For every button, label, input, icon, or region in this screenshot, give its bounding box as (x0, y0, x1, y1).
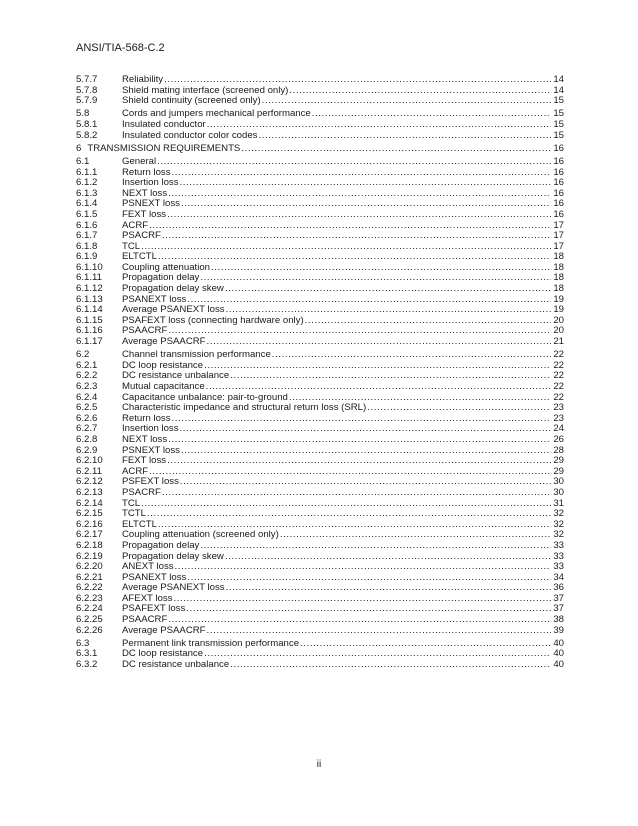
document-header: ANSI/TIA-568-C.2 (76, 42, 165, 54)
toc-entry-number: 6.2.6 (76, 412, 98, 424)
toc-leader-dots (225, 552, 551, 563)
toc-entry-number: 6.2.13 (76, 486, 103, 498)
toc-entry-page: 15 (553, 129, 564, 141)
toc-entry-title: Shield mating interface (screened only) (122, 84, 289, 96)
toc-entry-page: 23 (553, 412, 564, 424)
toc-entry-number: 6.1.1 (76, 166, 98, 178)
toc-entry-title: TCL (122, 240, 141, 252)
toc-entry-title: General (122, 155, 157, 167)
toc-entry-number: 5.7.9 (76, 95, 98, 107)
toc-leader-dots (168, 615, 551, 626)
toc-entry-page: 32 (553, 529, 564, 541)
toc-entry-page: 17 (553, 240, 564, 252)
toc-leader-dots (168, 189, 551, 200)
toc-entry-page: 37 (553, 603, 564, 615)
toc-entry-number: 6.1.12 (76, 283, 103, 295)
toc-entry[interactable] (76, 488, 564, 499)
toc-entry-title: FEXT loss (122, 455, 167, 467)
toc-entry-title: Characteristic impedance and structural return loss (SRL) (122, 402, 367, 414)
toc-entry-number: 6.2.16 (76, 518, 103, 530)
toc-entry-number: 6.2.1 (76, 359, 98, 371)
toc-entry-title: Return loss (122, 166, 171, 178)
toc-leader-dots (207, 120, 551, 131)
toc-entry-page: 16 (553, 155, 564, 167)
toc-leader-dots (200, 273, 551, 284)
toc-entry-number: 6.3 (76, 637, 90, 649)
toc-entry-title: TRANSMISSION REQUIREMENTS (87, 142, 241, 154)
toc-entry-page: 22 (553, 391, 564, 403)
toc-leader-dots (180, 477, 551, 488)
toc-entry-title: NEXT loss (122, 433, 168, 445)
toc-leader-dots (181, 446, 551, 457)
toc-entry-page: 22 (553, 349, 564, 361)
toc-leader-dots (300, 639, 551, 650)
toc-entry-number: 6.1.2 (76, 177, 98, 189)
toc-entry-title: Average PSAACRF (122, 624, 206, 636)
toc-leader-dots (305, 316, 551, 327)
toc-entry-page: 15 (553, 95, 564, 107)
toc-entry-number: 6 (76, 142, 82, 154)
toc-entry-number: 6.1 (76, 155, 90, 167)
toc-leader-dots (226, 583, 551, 594)
toc-entry-page: 19 (553, 293, 564, 305)
toc-leader-dots (204, 361, 551, 372)
toc-entry[interactable] (76, 75, 564, 86)
toc-entry-title: Shield continuity (screened only) (122, 95, 261, 107)
toc-entry-page: 33 (553, 550, 564, 562)
toc-leader-dots (141, 242, 551, 253)
toc-leader-dots (149, 221, 551, 232)
toc-entry[interactable] (76, 231, 564, 242)
toc-entry-title: FEXT loss (122, 208, 167, 220)
toc-entry[interactable] (76, 382, 564, 393)
toc-entry-number: 6.2.12 (76, 476, 103, 488)
toc-entry-title: Mutual capacitance (122, 381, 205, 392)
toc-entry-page: 18 (553, 283, 564, 295)
toc-leader-dots (162, 488, 551, 499)
toc-leader-dots (172, 414, 551, 425)
toc-leader-dots (258, 131, 551, 142)
toc-entry-title: DC loop resistance (122, 359, 204, 371)
toc-entry-title: PSAACRF (122, 614, 168, 626)
toc-entry-title: PSANEXT loss (122, 293, 187, 305)
toc-entry-number: 5.7.8 (76, 84, 98, 96)
toc-entry-page: 36 (553, 582, 564, 594)
toc-entry-page: 16 (553, 187, 564, 199)
toc-leader-dots (158, 252, 551, 263)
toc-leader-dots (280, 530, 551, 541)
toc-entry-title: Propagation delay skew (122, 283, 224, 295)
toc-entry-number: 6.2.9 (76, 444, 98, 456)
toc-leader-dots (167, 456, 551, 467)
toc-entry-page: 16 (553, 198, 564, 210)
toc-entry-number: 6.3.2 (76, 659, 98, 671)
toc-entry[interactable] (76, 337, 564, 348)
toc-leader-dots (272, 350, 551, 361)
toc-leader-dots (147, 509, 551, 520)
toc-entry-number: 6.1.10 (76, 261, 103, 273)
toc-entry-number: 6.2.26 (76, 624, 103, 636)
toc-leader-dots (230, 660, 551, 671)
toc-entry-page: 40 (553, 648, 564, 660)
toc-entry[interactable] (76, 96, 564, 107)
toc-leader-dots (312, 109, 551, 120)
toc-leader-dots (173, 594, 551, 605)
toc-entry-number: 6.1.7 (76, 230, 98, 242)
toc-entry-number: 6.2.25 (76, 614, 103, 626)
toc-entry-number: 6.2.8 (76, 433, 98, 445)
toc-entry-title: PSANEXT loss (122, 571, 187, 583)
toc-entry-number: 6.1.13 (76, 293, 103, 305)
toc-leader-dots (211, 263, 551, 274)
toc-entry-number: 6.1.16 (76, 325, 103, 337)
toc-entry-title: Cords and jumpers mechanical performance (122, 108, 311, 120)
toc-entry-number: 6.3.1 (76, 648, 98, 660)
toc-entry-title: ANEXT loss (122, 561, 174, 573)
toc-entry-number: 6.1.5 (76, 208, 98, 220)
toc-entry-page: 20 (553, 314, 564, 326)
toc-leader-dots (172, 168, 551, 179)
table-of-contents (76, 75, 564, 671)
toc-entry-number: 6.2.10 (76, 455, 103, 467)
toc-entry-number: 6.2.22 (76, 582, 103, 594)
toc-entry-title: ACRF (122, 219, 149, 231)
toc-entry-number: 6.1.17 (76, 336, 103, 348)
toc-entry-title: DC resistance unbalance (122, 659, 230, 671)
toc-entry-page: 34 (553, 571, 564, 583)
toc-entry-title: Permanent link transmission performance (122, 637, 300, 649)
toc-leader-dots (162, 231, 551, 242)
toc-entry-page: 26 (553, 433, 564, 445)
toc-entry-page: 16 (553, 208, 564, 220)
toc-entry-title: AFEXT loss (122, 592, 173, 604)
toc-entry-page: 22 (553, 359, 564, 371)
toc-entry[interactable] (76, 435, 564, 446)
toc-entry-title: PSNEXT loss (122, 444, 180, 456)
toc-entry-title: DC loop resistance (122, 648, 204, 660)
toc-entry-page: 16 (553, 142, 564, 154)
toc-entry[interactable] (76, 120, 564, 131)
toc-entry-number: 6.1.8 (76, 240, 98, 252)
toc-leader-dots (168, 326, 551, 337)
toc-entry-title: Insertion loss (122, 177, 179, 189)
toc-leader-dots (187, 295, 551, 306)
toc-leader-dots (167, 210, 551, 221)
toc-entry[interactable] (76, 131, 564, 142)
toc-entry-number: 6.2.21 (76, 571, 103, 583)
toc-entry-page: 24 (553, 423, 564, 435)
toc-entry-title: DC resistance unbalance (122, 370, 230, 382)
toc-entry-page: 38 (553, 614, 564, 626)
toc-entry-title: PSAFEXT loss (122, 603, 186, 615)
toc-entry-title: Reliability (122, 74, 164, 85)
toc-entry[interactable] (76, 660, 564, 671)
toc-leader-dots (367, 403, 551, 414)
toc-entry-number: 6.2.20 (76, 561, 103, 573)
page-number: ii (316, 759, 322, 770)
toc-entry-title: PSNEXT loss (122, 198, 180, 210)
toc-entry-page: 21 (553, 336, 564, 348)
toc-entry[interactable] (76, 210, 564, 221)
toc-entry-page: 29 (553, 455, 564, 467)
toc-entry-number: 6.2.11 (76, 465, 102, 477)
toc-leader-dots (225, 284, 551, 295)
toc-leader-dots (180, 424, 551, 435)
toc-entry-number: 6.2.18 (76, 539, 103, 551)
toc-entry-title: Propagation delay (122, 539, 200, 551)
toc-entry[interactable] (76, 541, 564, 552)
toc-entry-title: PSACRF (122, 230, 161, 242)
toc-entry[interactable] (76, 157, 564, 168)
toc-entry-page: 28 (553, 444, 564, 456)
toc-leader-dots (168, 435, 551, 446)
toc-entry-number: 6.2.23 (76, 592, 103, 604)
toc-entry-number: 6.1.11 (76, 272, 102, 284)
toc-entry-page: 33 (553, 561, 564, 573)
toc-entry-number: 6.2.4 (76, 391, 98, 403)
toc-entry-page: 33 (553, 539, 564, 551)
toc-entry-title: PSAFEXT loss (connecting hardware only) (122, 314, 304, 326)
toc-entry-page: 22 (553, 370, 564, 382)
toc-entry-page: 16 (553, 166, 564, 178)
toc-entry-page: 39 (553, 624, 564, 636)
toc-entry-number: 5.8 (76, 108, 90, 120)
toc-entry-title: NEXT loss (122, 187, 168, 199)
toc-entry-number: 5.8.2 (76, 129, 98, 141)
toc-entry-number: 6.1.6 (76, 219, 98, 231)
toc-entry-number: 6.1.4 (76, 198, 98, 210)
toc-entry-page: 29 (553, 465, 564, 477)
toc-entry-page: 40 (553, 659, 564, 671)
toc-entry-title: PSAACRF (122, 325, 168, 337)
toc-entry[interactable] (76, 144, 564, 155)
toc-leader-dots (187, 573, 551, 584)
toc-entry-page: 15 (553, 108, 564, 120)
toc-entry-page: 19 (553, 304, 564, 316)
toc-entry[interactable] (76, 456, 564, 467)
toc-entry-title: PSFEXT loss (122, 476, 179, 488)
toc-entry-page: 18 (553, 261, 564, 273)
toc-leader-dots (141, 499, 551, 510)
toc-entry-page: 30 (553, 476, 564, 488)
toc-leader-dots (207, 337, 551, 348)
toc-entry-page: 15 (553, 118, 564, 130)
toc-entry[interactable] (76, 626, 564, 637)
toc-entry-title: Coupling attenuation (screened only) (122, 529, 279, 541)
toc-entry-title: Insulated conductor (122, 118, 206, 130)
toc-leader-dots (175, 562, 551, 573)
toc-entry-page: 17 (553, 219, 564, 231)
toc-entry-title: ACRF (122, 465, 149, 477)
toc-leader-dots (200, 541, 551, 552)
toc-entry-page: 23 (553, 402, 564, 414)
toc-leader-dots (157, 157, 551, 168)
toc-entry-page: 30 (553, 486, 564, 498)
toc-entry[interactable] (76, 499, 564, 510)
toc-entry-page: 31 (553, 497, 564, 509)
toc-entry-page: 17 (553, 230, 564, 242)
toc-entry-number: 6.2.19 (76, 550, 103, 562)
toc-entry-number: 6.1.15 (76, 314, 103, 326)
toc-entry-title: Propagation delay skew (122, 550, 224, 562)
toc-entry-number: 5.8.1 (76, 118, 98, 130)
toc-entry-title: Insertion loss (122, 423, 179, 435)
toc-entry-page: 14 (553, 84, 564, 96)
toc-entry-page: 20 (553, 325, 564, 337)
toc-entry-page: 32 (553, 508, 564, 520)
toc-leader-dots (181, 199, 551, 210)
toc-entry-number: 5.7.7 (76, 74, 98, 85)
toc-leader-dots (262, 96, 551, 107)
toc-leader-dots (230, 371, 551, 382)
toc-entry-title: Coupling attenuation (122, 261, 211, 273)
toc-entry-title: TCL (122, 497, 141, 509)
toc-entry-page: 14 (553, 74, 564, 85)
toc-entry-title: Capacitance unbalance: pair-to-ground (122, 391, 288, 403)
toc-entry-number: 6.2.17 (76, 529, 103, 541)
toc-entry-number: 6.2 (76, 349, 90, 361)
toc-leader-dots (204, 649, 551, 660)
toc-entry-number: 6.2.7 (76, 423, 98, 435)
toc-entry-title: Insulated conductor color codes (122, 129, 258, 141)
toc-entry-title: ELTCTL (122, 251, 158, 263)
toc-entry-number: 6.2.15 (76, 508, 103, 520)
toc-entry-number: 6.1.14 (76, 304, 103, 316)
toc-entry-page: 37 (553, 592, 564, 604)
toc-entry-title: Average PSANEXT loss (122, 582, 225, 594)
toc-entry-title: TCTL (122, 508, 146, 520)
toc-entry-title: Return loss (122, 412, 171, 424)
toc-entry-number: 6.2.14 (76, 497, 103, 509)
toc-entry-number: 6.1.3 (76, 187, 98, 199)
toc-leader-dots (206, 382, 551, 393)
toc-entry-page: 32 (553, 518, 564, 530)
toc-entry-page: 18 (553, 251, 564, 263)
toc-leader-dots (149, 467, 551, 478)
toc-entry-title: PSACRF (122, 486, 161, 498)
toc-leader-dots (180, 178, 551, 189)
toc-entry-page: 16 (553, 177, 564, 189)
toc-entry-title: Average PSAACRF (122, 336, 206, 348)
toc-entry-title: Propagation delay (122, 272, 200, 284)
toc-leader-dots (207, 626, 551, 637)
toc-leader-dots (241, 144, 551, 155)
toc-entry-title: Channel transmission performance (122, 349, 271, 361)
toc-entry-number: 6.2.5 (76, 402, 98, 414)
toc-leader-dots (289, 86, 551, 97)
toc-entry-page: 40 (553, 637, 564, 649)
toc-entry-number: 6.2.3 (76, 381, 98, 392)
toc-entry-title: ELTCTL (122, 518, 158, 530)
toc-entry-page: 22 (553, 381, 564, 392)
toc-leader-dots (164, 75, 551, 86)
toc-entry-number: 6.2.2 (76, 370, 98, 382)
toc-leader-dots (186, 604, 551, 615)
toc-entry-page: 18 (553, 272, 564, 284)
toc-entry-number: 6.2.24 (76, 603, 103, 615)
toc-entry-number: 6.1.9 (76, 251, 98, 263)
toc-entry-title: Average PSANEXT loss (122, 304, 225, 316)
